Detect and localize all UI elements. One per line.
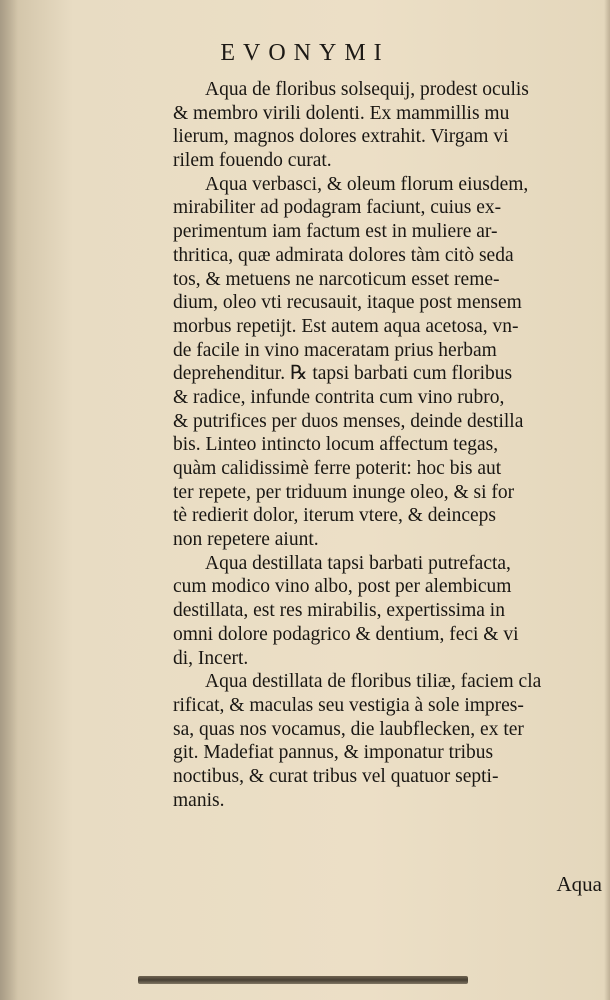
text-line: manis. (173, 789, 225, 811)
page-edge-shadow (138, 976, 468, 984)
text-line: de facile in vino maceratam prius herbam (173, 339, 497, 361)
text-line: bis. Linteo intincto locum affectum tegas, (173, 434, 499, 456)
text-line: quàm calidissimè ferre poterit: hoc bis aut (173, 458, 502, 479)
text-line: & membro virili dolenti. Ex mammillis mu (173, 102, 510, 124)
text-line: & radice, infunde contrita cum vino rubro, (173, 386, 505, 408)
text-line: sa, quas nos vocamus, die laubflecken, ex ter (173, 718, 524, 740)
text-line: dium, oleo vti recusauit, itaque post mensem (173, 292, 522, 314)
text-line: morbus repetijt. Est autem aqua acetosa, vn- (173, 315, 519, 337)
text-line: cum modico vino albo, post per alembicum (173, 576, 512, 598)
body-text (173, 78, 603, 812)
catchword: Aqua (556, 872, 602, 896)
text-line: tè redierit dolor, iterum vtere, & deinceps (173, 505, 497, 527)
text-line: rilem fouendo curat. (173, 150, 332, 172)
text-line: noctibus, & curat tribus vel quatuor septi- (173, 765, 499, 787)
text-line: & putrifices per duos menses, deinde destilla (173, 410, 524, 432)
text-line: Aqua de floribus solsequij, prodest oculis (205, 79, 529, 100)
text-line: deprehenditur. ℞ tapsi barbati cum floribus (173, 363, 513, 385)
text-line: destillata, est res mirabilis, expertissima in (173, 600, 505, 622)
text-line: rificat, & maculas seu vestigia à sole impres- (173, 694, 524, 716)
text-line: omni dolore podagrico & dentium, feci & vi (173, 623, 519, 645)
page-right-edge (604, 0, 610, 1000)
text-line: lierum, magnos dolores extrahit. Virgam vi (173, 126, 509, 148)
text-line: di, Incert. (173, 647, 249, 669)
text-line: tos, & metuens ne narcoticum esset reme- (173, 268, 500, 290)
text-line: ter repete, per triduum inunge oleo, & si for (173, 481, 515, 503)
text-line: Aqua destillata de floribus tiliæ, faciem cla (205, 671, 542, 693)
text-line: thritica, quæ admirata dolores tàm citò seda (173, 244, 514, 266)
text-line: mirabiliter ad podagram faciunt, cuius ex- (173, 197, 502, 219)
text-line: perimentum iam factum est in muliere ar- (173, 221, 498, 243)
text-line: Aqua verbasci, & oleum florum eiusdem, (205, 173, 529, 195)
running-head: EVONYMI (220, 40, 390, 66)
text-line: git. Madefiat pannus, & imponatur tribus (173, 742, 494, 764)
text-line: Aqua destillata tapsi barbati putrefacta, (205, 552, 511, 574)
text-line: non repetere aiunt. (173, 529, 319, 551)
